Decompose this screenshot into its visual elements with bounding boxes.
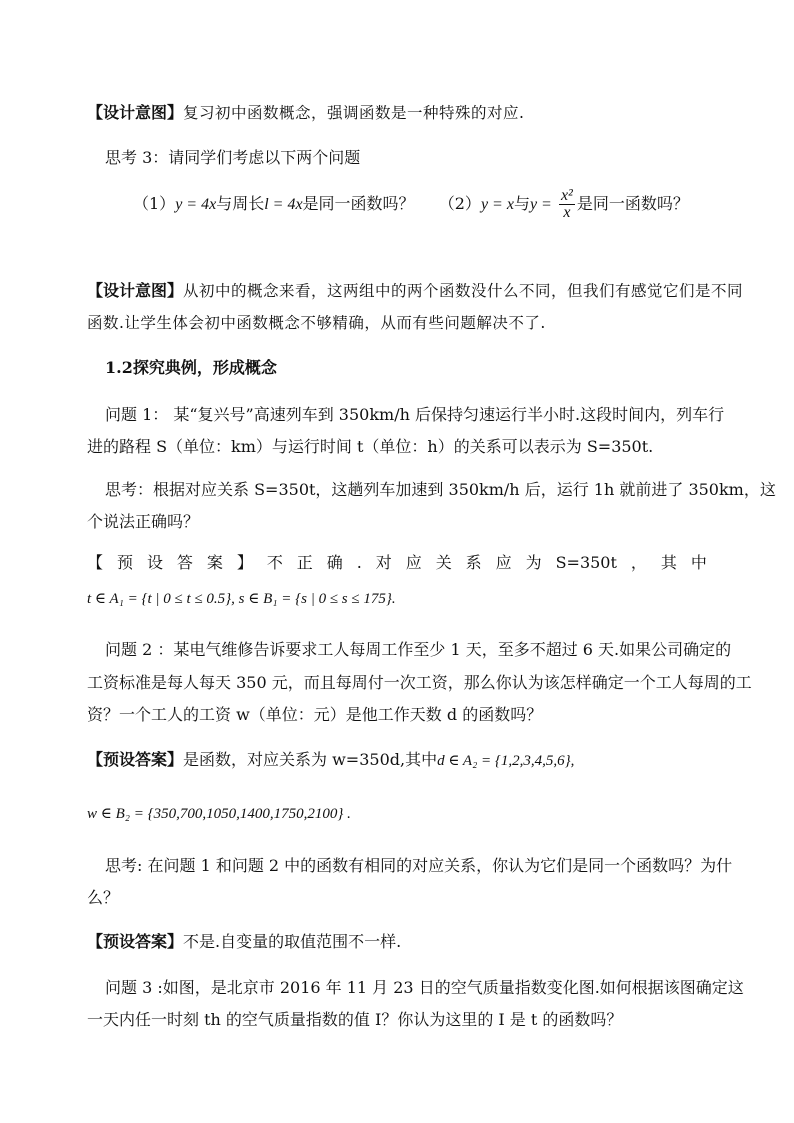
design-intent-text: 从初中的概念来看，这两组中的两个函数没什么不同，但我们有感觉它们是不同 [183, 282, 744, 300]
ans-char: S=350t [555, 553, 617, 572]
q2-mid: 与 [513, 194, 530, 213]
problem-1-line2: 进的路程 S（单位：km）与运行时间 t（单位：h）的关系可以表示为 S=350t. [87, 437, 654, 456]
q1-eq1: y = 4x [175, 196, 217, 213]
preset-answer-2-line1 [87, 750, 574, 771]
preset-answer-math: d ∈ A₂ = {1,2,3,4,5,6}, [437, 753, 575, 769]
ans-char: 】 [236, 553, 253, 572]
section-title: 1.2探究典例，形成概念 [105, 358, 277, 377]
problem-3-line1: 问题 3 :如图，是北京市 2016 年 11 月 23 日的空气质量指数变化图.如何根据该图确定这 [105, 978, 744, 997]
think-line1: 思考：根据对应关系 S=350t，这趟列车加速到 350km/h 后，运行 1h 就前进了 350km，这 [105, 480, 776, 499]
ans-char: 案 [206, 553, 223, 572]
design-intent-1 [87, 103, 524, 123]
ans-char: 【 [87, 553, 104, 572]
design-intent-text: 复习初中函数概念，强调函数是一种特殊的对应. [183, 104, 525, 122]
ans-char: 不 [266, 553, 283, 572]
preset-answer-tag: 【预设答案】 [87, 932, 184, 951]
preset-answer-text: 是函数，对应关系为 w=350d,其中 [183, 750, 438, 769]
ans-char: 为 [525, 553, 542, 572]
q1-eq2: l = 4x [264, 196, 303, 213]
preset-answer-text: 不是.自变量的取值范围不一样. [183, 932, 402, 951]
ans-char: 应 [405, 553, 422, 572]
problem-3-line2: 一天内任一时刻 th 的空气质量指数的值 I？你认为这里的 I 是 t 的函数吗？ [87, 1010, 623, 1029]
ans-char: 确 [326, 553, 343, 572]
ans-char: 对 [375, 553, 392, 572]
q2-suffix: 是同一函数吗？ [576, 194, 689, 213]
problem-1-line1: 问题 1： 某“复兴号”高速列车到 350km/h 后保持匀速运行半小时.这段时间内，列车行 [105, 405, 725, 424]
q2-prefix: （2） [438, 194, 481, 213]
ans-char: 其 [660, 553, 677, 572]
q2-eq1: y = x [480, 196, 514, 213]
think-3-heading: 思考 3：请同学们考虑以下两个问题 [105, 148, 361, 167]
ans-char: 中 [690, 553, 707, 572]
q1-prefix: （1） [133, 194, 176, 213]
ans-char: ， [630, 553, 647, 572]
design-intent-tag: 【设计意图】 [87, 103, 184, 122]
preset-answer-tag: 【预设答案】 [87, 750, 184, 769]
think-3-questions [133, 188, 689, 221]
problem-2-line3: 资？一个工人的工资 w（单位：元）是他工作天数 d 的函数吗？ [87, 705, 543, 724]
q2-fraction [559, 188, 575, 221]
preset-answer-2-line2: w ∈ B₂ = {350,700,1050,1400,1750,2100} . [87, 806, 351, 822]
think-2-line1: 思考: 在问题 1 和问题 2 中的函数有相同的对应关系，你认为它们是同一个函数吗？为什 [105, 856, 733, 875]
ans-char: . [356, 553, 362, 572]
q2-frac-denominator: x [563, 204, 571, 221]
q2-eq2-lhs: y = [529, 196, 552, 213]
ans-char: 设 [146, 553, 163, 572]
think-line2: 个说法正确吗？ [87, 512, 200, 531]
preset-answer-1-math: t ∈ A₁ = {t | 0 ≤ t ≤ 0.5}, s ∈ B₁ = {s | 0 ≤ s ≤ 175}. [87, 591, 396, 607]
preset-answer-3 [87, 932, 401, 952]
think-2-line2: 么？ [87, 888, 120, 907]
design-intent-2-line2: 函数.让学生体会初中函数概念不够精确，从而有些问题解决不了. [87, 314, 546, 332]
design-intent-tag: 【设计意图】 [87, 281, 184, 300]
ans-char: 答 [176, 553, 193, 572]
ans-char: 系 [465, 553, 482, 572]
ans-char: 关 [435, 553, 452, 572]
preset-answer-1-line1 [87, 553, 707, 573]
problem-2-line2: 工资标准是每人每天 350 元，而且每周付一次工资，那么你认为该怎样确定一个工人每周的工 [87, 673, 752, 692]
design-intent-2-line1 [87, 281, 743, 301]
ans-char: 应 [495, 553, 512, 572]
problem-2-line1: 问题 2 ：某电气维修告诉要求工人每周工作至少 1 天，至多不超过 6 天.如果公司确定的 [105, 640, 732, 659]
ans-char: 预 [116, 553, 133, 572]
q1-mid: 与周长 [216, 194, 265, 213]
q1-suffix: 是同一函数吗？ [302, 194, 415, 213]
ans-char: 正 [296, 553, 313, 572]
q2-frac-numerator: x² [560, 187, 573, 204]
